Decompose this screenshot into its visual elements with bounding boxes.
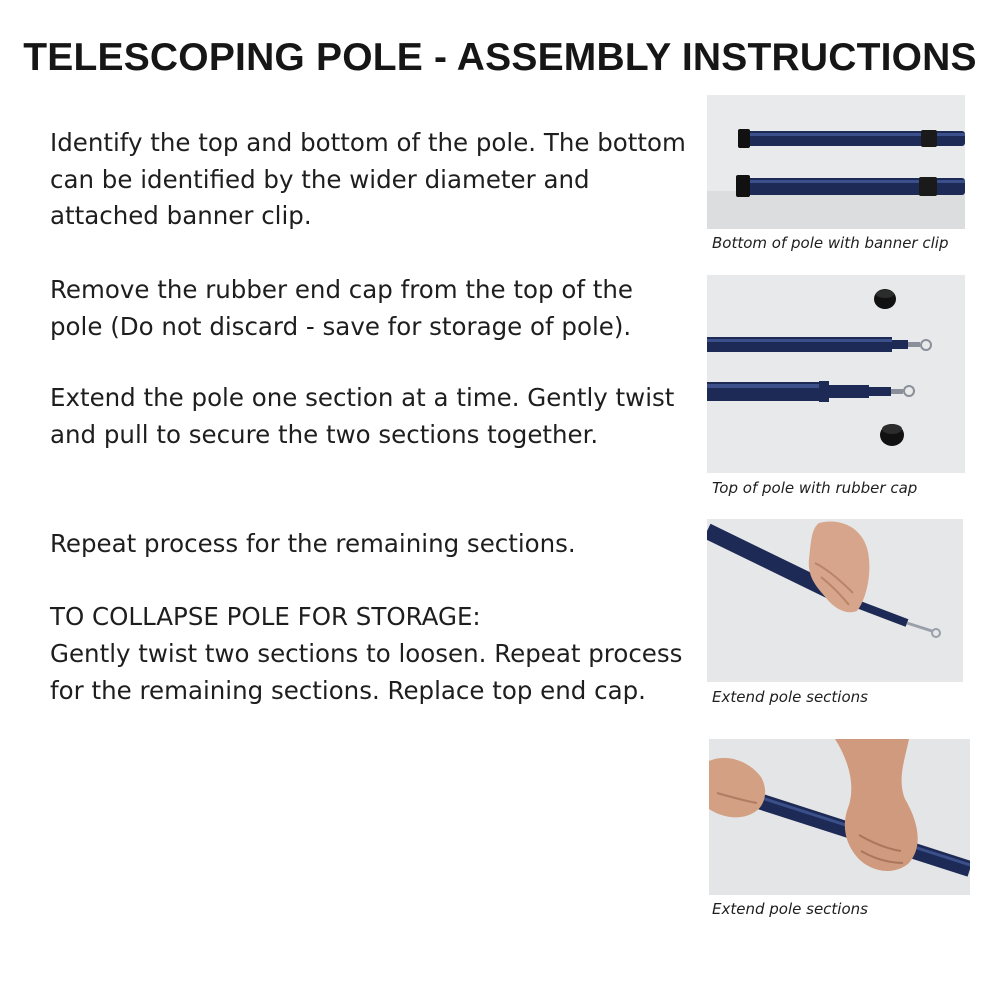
photo-extend-sections-2 [709,739,970,895]
photo-top-of-pole [707,275,965,473]
collapse-heading: TO COLLAPSE POLE FOR STORAGE: [50,602,481,631]
page-title: TELESCOPING POLE - ASSEMBLY INSTRUCTIONS [23,36,977,79]
photo-extend-sections-1 [707,519,963,682]
photo-bottom-of-pole [707,95,965,229]
instruction-step-4: Repeat process for the remaining sections. [50,529,576,558]
photo-caption: Extend pole sections [712,688,868,706]
photo-caption: Top of pole with rubber cap [712,479,918,497]
instruction-step-1: Identify the top and bottom of the pole. The bottom can be identified by the wider diameter and attached banner clip. [50,128,686,230]
instruction-step-2: Remove the rubber end cap from the top of the pole (Do not discard - save for storage of pole). [50,275,633,341]
photo-caption: Bottom of pole with banner clip [712,234,949,252]
collapse-instructions: Gently twist two sections to loosen. Repeat process for the remaining sections. Replace top end cap. [50,639,683,705]
photo-caption: Extend pole sections [712,900,868,918]
instruction-step-3: Extend the pole one section at a time. Gently twist and pull to secure the two sections together. [50,383,675,449]
